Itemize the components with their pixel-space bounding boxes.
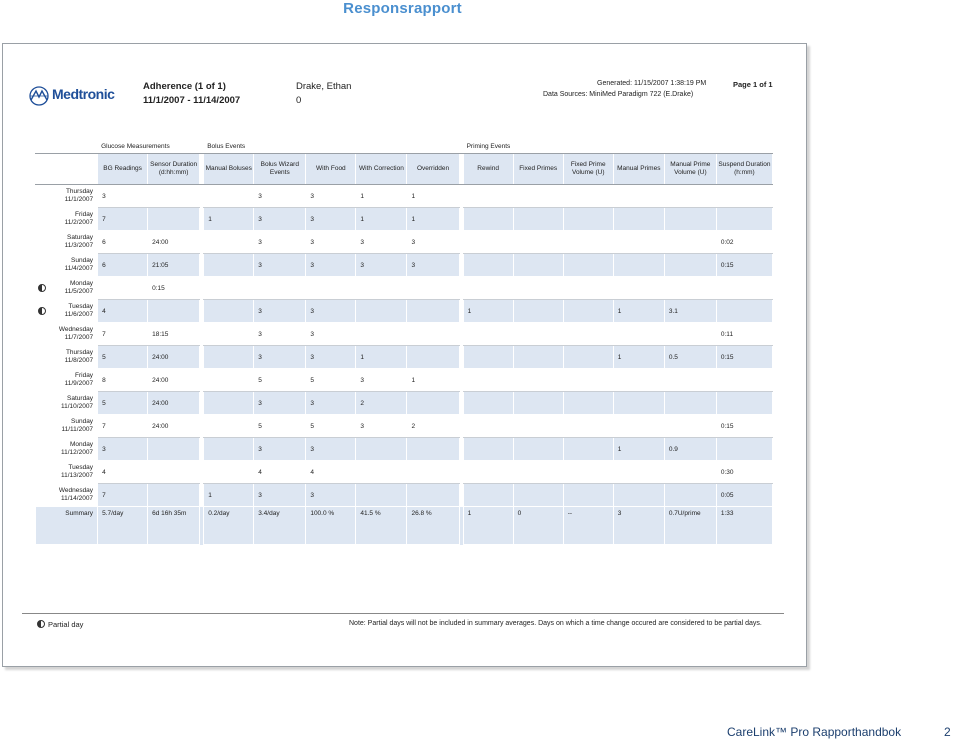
table-cell: 3 <box>407 231 459 254</box>
table-cell <box>463 346 513 369</box>
table-cell <box>463 208 513 231</box>
table-cell: 3 <box>98 185 148 208</box>
row-date <box>36 438 98 461</box>
table-row <box>36 300 773 323</box>
table-cell <box>356 484 407 507</box>
table-cell: 24:00 <box>148 369 200 392</box>
table-cell <box>664 369 716 392</box>
table-cell: 4 <box>98 461 148 484</box>
table-cell <box>356 300 407 323</box>
page-of: Page 1 of 1 <box>733 80 773 89</box>
table-cell: 2 <box>356 392 407 415</box>
table-cell <box>563 185 613 208</box>
table-cell <box>716 438 772 461</box>
table-cell: 0.9 <box>664 438 716 461</box>
row-date-value: 11/7/2007 <box>64 334 94 341</box>
column-header: Fixed Prime Volume (U) <box>563 154 613 185</box>
table-cell <box>463 369 513 392</box>
table-cell <box>254 277 306 300</box>
table-cell <box>563 254 613 277</box>
row-day-name: Saturday <box>67 234 94 241</box>
column-header: Overridden <box>407 154 459 185</box>
table-cell <box>613 277 664 300</box>
table-cell: 3 <box>254 185 306 208</box>
table-cell <box>613 231 664 254</box>
row-date-value: 11/11/2007 <box>61 426 94 433</box>
row-day-name: Thursday <box>65 188 94 195</box>
table-cell <box>716 277 772 300</box>
table-cell <box>407 461 459 484</box>
table-cell <box>407 438 459 461</box>
table-cell: 0 <box>513 507 563 545</box>
table-cell <box>463 461 513 484</box>
table-cell: 3 <box>254 346 306 369</box>
table-cell: 3 <box>254 323 306 346</box>
table-cell: 3.4/day <box>254 507 306 545</box>
table-cell: 5.7/day <box>98 507 148 545</box>
table-cell: 5 <box>98 392 148 415</box>
table-row <box>36 438 773 461</box>
table-cell: 6d 16h 35m <box>148 507 200 545</box>
table-cell <box>513 185 563 208</box>
table-cell <box>407 346 459 369</box>
table-cell: 5 <box>254 415 306 438</box>
row-day-name: Monday <box>69 441 94 448</box>
table-cell <box>716 392 772 415</box>
row-date <box>36 415 98 438</box>
table-cell <box>613 415 664 438</box>
column-header-row <box>36 154 773 185</box>
table-row <box>36 461 773 484</box>
table-row <box>36 415 773 438</box>
table-cell: 7 <box>98 484 148 507</box>
table-cell <box>563 323 613 346</box>
table-cell: 8 <box>98 369 148 392</box>
table-cell <box>356 461 407 484</box>
page-title: Responsrapport <box>343 0 462 17</box>
table-cell: 3 <box>613 507 664 545</box>
table-cell <box>463 392 513 415</box>
group-header-priming: Priming Events <box>463 139 772 154</box>
table-cell: 3.1 <box>664 300 716 323</box>
row-date <box>36 484 98 507</box>
table-cell <box>513 369 563 392</box>
table-cell <box>148 438 200 461</box>
table-cell: 1 <box>463 507 513 545</box>
row-date <box>36 346 98 369</box>
column-header: Fixed Primes <box>513 154 563 185</box>
table-cell: 3 <box>254 231 306 254</box>
table-cell: 3 <box>306 392 356 415</box>
table-cell <box>204 323 254 346</box>
row-day-name: Sunday <box>71 257 94 264</box>
table-cell <box>563 277 613 300</box>
table-cell: 1 <box>356 208 407 231</box>
row-date <box>36 461 98 484</box>
table-cell <box>148 461 200 484</box>
table-cell: 3 <box>254 208 306 231</box>
table-cell: 0:02 <box>716 231 772 254</box>
column-header: Manual Prime Volume (U) <box>664 154 716 185</box>
table-cell: 3 <box>356 231 407 254</box>
table-cell: 7 <box>98 415 148 438</box>
table-cell <box>664 484 716 507</box>
column-header: With Food <box>306 154 356 185</box>
row-day-name: Friday <box>75 211 94 218</box>
table-cell <box>356 438 407 461</box>
table-cell <box>563 346 613 369</box>
report-date-range: 11/1/2007 - 11/14/2007 <box>143 95 241 106</box>
table-cell <box>563 461 613 484</box>
table-cell: 3 <box>306 231 356 254</box>
table-cell <box>563 392 613 415</box>
table-cell: 24:00 <box>148 392 200 415</box>
table-cell: 1 <box>407 185 459 208</box>
table-cell <box>407 392 459 415</box>
table-cell <box>613 461 664 484</box>
table-cell: 7 <box>98 323 148 346</box>
footer-divider <box>22 613 784 614</box>
report-name: Adherence (1 of 1) <box>143 81 226 92</box>
table-cell <box>613 254 664 277</box>
table-cell <box>664 415 716 438</box>
table-cell <box>513 208 563 231</box>
row-date-value: 11/2/2007 <box>64 219 94 226</box>
table-cell: 3 <box>98 438 148 461</box>
table-cell: 24:00 <box>148 346 200 369</box>
table-cell <box>563 369 613 392</box>
group-header-blank <box>36 139 98 154</box>
table-cell: 5 <box>306 369 356 392</box>
table-cell <box>664 185 716 208</box>
table-cell: 3 <box>254 438 306 461</box>
table-cell: -- <box>563 507 613 545</box>
table-cell: 0:15 <box>716 346 772 369</box>
row-date-value: 11/14/2007 <box>61 495 94 502</box>
table-cell <box>407 323 459 346</box>
table-cell <box>356 323 407 346</box>
table-cell: 3 <box>306 208 356 231</box>
logo-text: Medtronic <box>52 86 115 102</box>
table-cell: 0:11 <box>716 323 772 346</box>
table-cell <box>407 484 459 507</box>
partial-day-icon <box>38 307 46 315</box>
table-cell <box>513 231 563 254</box>
table-cell: 5 <box>306 415 356 438</box>
row-day-name: Wednesday <box>58 326 94 333</box>
partial-day-icon <box>38 284 46 292</box>
table-cell <box>513 254 563 277</box>
table-cell <box>407 300 459 323</box>
table-cell <box>204 231 254 254</box>
row-day-name: Wednesday <box>58 487 94 494</box>
document-footer-title: CareLink™ Pro Rapporthandbok <box>727 725 902 739</box>
data-sources: Data Sources: MiniMed Paradigm 722 (E.Drake) <box>543 91 694 98</box>
table-cell: 3 <box>306 438 356 461</box>
table-cell <box>563 300 613 323</box>
table-cell: 3 <box>306 300 356 323</box>
table-cell <box>204 254 254 277</box>
table-cell <box>407 277 459 300</box>
table-cell: 3 <box>254 484 306 507</box>
table-cell: 21:05 <box>148 254 200 277</box>
table-cell <box>563 484 613 507</box>
summary-label: Summary <box>36 507 98 545</box>
table-cell <box>513 461 563 484</box>
table-cell: 1 <box>613 300 664 323</box>
table-cell <box>204 461 254 484</box>
row-date-value: 11/1/2007 <box>64 196 94 203</box>
table-cell <box>664 323 716 346</box>
table-cell <box>463 277 513 300</box>
table-cell <box>204 438 254 461</box>
table-cell <box>204 392 254 415</box>
table-cell: 0:30 <box>716 461 772 484</box>
table-cell <box>148 185 200 208</box>
table-cell <box>204 346 254 369</box>
table-cell: 7 <box>98 208 148 231</box>
table-cell <box>463 484 513 507</box>
table-cell: 0:05 <box>716 484 772 507</box>
table-cell: 1 <box>204 484 254 507</box>
table-cell <box>664 208 716 231</box>
medtronic-logo <box>28 85 138 107</box>
table-cell <box>148 300 200 323</box>
table-cell <box>148 208 200 231</box>
column-header: With Correction <box>356 154 407 185</box>
table-cell <box>98 277 148 300</box>
partial-day-label: Partial day <box>48 620 84 629</box>
row-date-value: 11/5/2007 <box>64 288 94 295</box>
table-cell: 1:33 <box>716 507 772 545</box>
row-date <box>36 392 98 415</box>
table-cell <box>513 484 563 507</box>
generated-timestamp: Generated: 11/15/2007 1:38:19 PM <box>597 80 707 87</box>
table-cell <box>204 185 254 208</box>
footnote: Note: Partial days will not be included in summary averages. Days on which a time change occured are considered to be partial days. <box>349 620 762 627</box>
table-row <box>36 277 773 300</box>
table-cell <box>204 369 254 392</box>
table-cell <box>613 323 664 346</box>
table-cell: 3 <box>356 254 407 277</box>
row-date <box>36 369 98 392</box>
table-cell: 5 <box>98 346 148 369</box>
row-date <box>36 254 98 277</box>
row-day-name: Monday <box>69 280 94 287</box>
table-cell <box>463 254 513 277</box>
column-header: Manual Primes <box>613 154 664 185</box>
partial-day-icon <box>37 620 45 628</box>
table-cell <box>664 277 716 300</box>
table-cell <box>513 415 563 438</box>
row-day-name: Sunday <box>71 418 94 425</box>
table-cell <box>664 461 716 484</box>
table-cell: 5 <box>254 369 306 392</box>
table-cell <box>513 438 563 461</box>
table-cell <box>563 438 613 461</box>
table-cell <box>463 415 513 438</box>
table-cell <box>463 231 513 254</box>
column-header: BG Readings <box>98 154 148 185</box>
row-day-name: Tuesday <box>68 464 94 471</box>
table-cell <box>513 392 563 415</box>
table-cell <box>204 415 254 438</box>
table-cell <box>204 277 254 300</box>
table-cell: 1 <box>463 300 513 323</box>
table-cell: 26.8 % <box>407 507 459 545</box>
table-cell: 100.0 % <box>306 507 356 545</box>
table-cell: 6 <box>98 254 148 277</box>
table-body <box>36 185 773 545</box>
table-cell: 0:15 <box>716 415 772 438</box>
table-cell <box>716 300 772 323</box>
table-cell: 4 <box>254 461 306 484</box>
table-cell: 3 <box>306 346 356 369</box>
column-header: Bolus Wizard Events <box>254 154 306 185</box>
table-cell <box>356 277 407 300</box>
table-cell: 3 <box>306 484 356 507</box>
table-cell <box>664 254 716 277</box>
medtronic-emblem-icon <box>28 85 50 107</box>
table-cell: 1 <box>613 438 664 461</box>
table-cell: 3 <box>306 323 356 346</box>
table-cell <box>513 346 563 369</box>
row-date <box>36 185 98 208</box>
table-cell <box>664 231 716 254</box>
page-number: 2 <box>944 725 951 739</box>
table-row <box>36 185 773 208</box>
table-cell: 0:15 <box>148 277 200 300</box>
table-cell <box>613 392 664 415</box>
table-cell <box>563 231 613 254</box>
table-cell: 3 <box>407 254 459 277</box>
table-cell: 4 <box>306 461 356 484</box>
row-date-value: 11/4/2007 <box>64 265 94 272</box>
table-cell <box>204 300 254 323</box>
table-cell <box>463 323 513 346</box>
table-cell: 1 <box>204 208 254 231</box>
group-header-bolus: Bolus Events <box>204 139 459 154</box>
group-header-glucose: Glucose Measurements <box>98 139 200 154</box>
table-cell: 2 <box>407 415 459 438</box>
row-date <box>36 323 98 346</box>
table-cell <box>563 208 613 231</box>
row-date-value: 11/13/2007 <box>61 472 94 479</box>
table-cell: 18:15 <box>148 323 200 346</box>
table-cell: 1 <box>613 346 664 369</box>
table-cell: 4 <box>98 300 148 323</box>
table-cell <box>563 415 613 438</box>
table-cell: 3 <box>356 415 407 438</box>
row-day-name: Saturday <box>67 395 94 402</box>
table-cell: 0.2/day <box>204 507 254 545</box>
table-cell <box>148 484 200 507</box>
table-cell <box>664 392 716 415</box>
row-date <box>36 277 98 300</box>
table-cell: 1 <box>407 369 459 392</box>
table-cell <box>613 484 664 507</box>
table-row <box>36 231 773 254</box>
patient-name: Drake, Ethan <box>296 81 352 92</box>
adherence-table <box>35 138 773 545</box>
column-header: Rewind <box>463 154 513 185</box>
row-date-value: 11/6/2007 <box>64 311 94 318</box>
table-cell: 1 <box>407 208 459 231</box>
column-header: Manual Boluses <box>204 154 254 185</box>
row-date <box>36 208 98 231</box>
table-row <box>36 369 773 392</box>
table-cell <box>613 369 664 392</box>
table-row <box>36 346 773 369</box>
table-cell <box>716 185 772 208</box>
row-date <box>36 231 98 254</box>
table-cell <box>716 208 772 231</box>
table-cell <box>613 185 664 208</box>
patient-id: 0 <box>296 95 302 106</box>
table-cell: 24:00 <box>148 415 200 438</box>
table-cell: 3 <box>254 392 306 415</box>
table-cell: 24:00 <box>148 231 200 254</box>
table-row <box>36 484 773 507</box>
table-cell <box>716 369 772 392</box>
row-date-value: 11/12/2007 <box>61 449 94 456</box>
row-date <box>36 300 98 323</box>
table-row <box>36 323 773 346</box>
table-cell: 0.5 <box>664 346 716 369</box>
table-cell: 0:15 <box>716 254 772 277</box>
table-cell <box>306 277 356 300</box>
row-date-value: 11/9/2007 <box>64 380 94 387</box>
column-header: Sensor Duration (d:hh:mm) <box>148 154 200 185</box>
table-cell: 3 <box>254 254 306 277</box>
table-cell: 41.5 % <box>356 507 407 545</box>
table-cell: 0.7U/prime <box>664 507 716 545</box>
row-date-value: 11/3/2007 <box>64 242 94 249</box>
table-cell: 3 <box>356 369 407 392</box>
table-cell <box>513 323 563 346</box>
row-day-name: Tuesday <box>68 303 94 310</box>
table-cell <box>513 277 563 300</box>
column-header-date <box>36 154 98 185</box>
table-row <box>36 392 773 415</box>
row-day-name: Thursday <box>65 349 94 356</box>
row-day-name: Friday <box>75 372 94 379</box>
column-header: Suspend Duration (h:mm) <box>716 154 772 185</box>
table-cell <box>463 185 513 208</box>
table-row <box>36 208 773 231</box>
table-cell: 6 <box>98 231 148 254</box>
summary-row <box>36 507 773 545</box>
table-cell: 1 <box>356 185 407 208</box>
table-cell: 3 <box>306 185 356 208</box>
table-cell: 3 <box>306 254 356 277</box>
table-cell: 1 <box>356 346 407 369</box>
table-row <box>36 254 773 277</box>
row-date-value: 11/8/2007 <box>64 357 94 364</box>
table-cell: 3 <box>254 300 306 323</box>
table-cell <box>613 208 664 231</box>
table-cell <box>463 438 513 461</box>
row-date-value: 11/10/2007 <box>61 403 94 410</box>
table-cell <box>513 300 563 323</box>
